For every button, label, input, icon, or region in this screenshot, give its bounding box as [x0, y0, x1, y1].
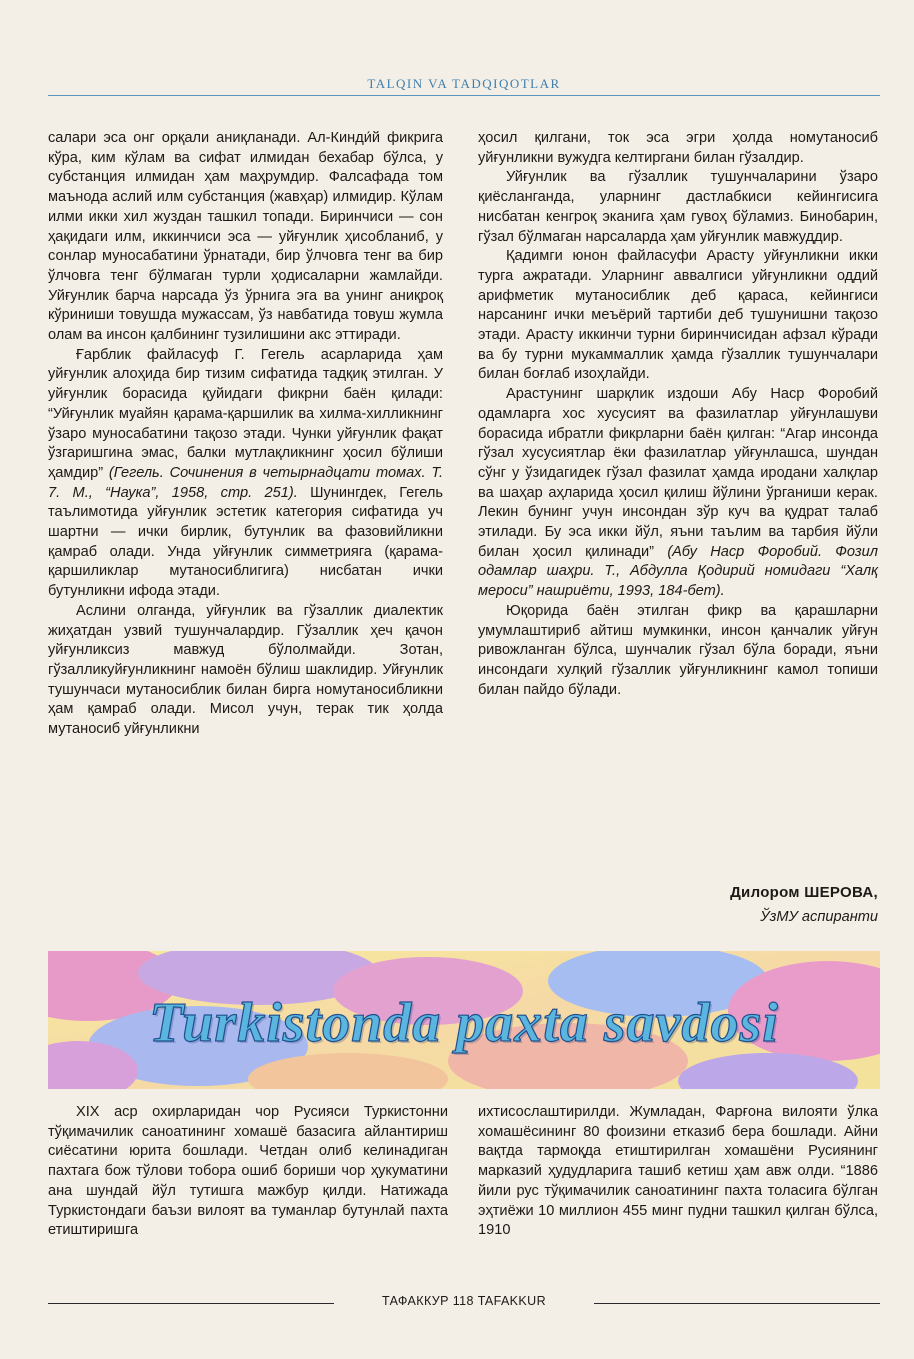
- author-name: Дилором ШЕРОВА,: [730, 884, 878, 901]
- citation: (Абу Наср Форобий. Фозил одамлар шаҳри. Т., Абдулла Қодирий номидаги “Халқ мероси” нашриёти, 1993, 184-бет).: [478, 543, 878, 600]
- paragraph-text: Аслини олганда, уйғунлик ва гўзаллик диалектик жиҳатдан узвий тушунчалардир. Гўзаллик ҳеч қачон уйғунликсиз мавжуд бўлолмайди. Зотан, гўзалликуйғунликнинг намоён бўлиш шаклидир. Уйғунлик тушунчаси мутаносиблик билан бирга номутаносибликни ҳам қамраб олади. Мисол учун, терак тик ҳолда мутаносиб уйғунликни: [48, 602, 443, 738]
- article2-column-right: [478, 1103, 878, 1241]
- paragraph: [48, 602, 443, 740]
- article1-column-left: [48, 129, 443, 740]
- article2-title: Turkistonda paxta savdosi: [149, 992, 779, 1054]
- header-rule: [48, 95, 880, 96]
- paragraph-text: Уйғунлик ва гўзаллик тушунчаларини ўзаро қиёсланганда, уларнинг дастлабкиси кейингисига нисбатан кенгроқ эканига ҳам гувоҳ бўламиз. Бинобарин, гўзал бўлмаган нарсаларда ҳам уйғунлик мавжуддир.: [478, 169, 878, 245]
- paragraph: [48, 346, 443, 602]
- paragraph: [478, 602, 878, 701]
- running-head: TALQIN VA TADQIQOTLAR: [367, 76, 561, 91]
- paragraph-text: Арастунинг шарқлик издоши Абу Наср Форобий одамларга хос хусусият ва фазилатлар уйғунлашуви борасида ибратли фикрларни баён қилган: “Агар инсонда гўзал хусусиятлар ёки фазилатлар уйғунлашса, шундан сўнг у ўзидагидек гўзал фазилат ҳамда иродани халқлар ва шаҳар аҳларида ҳосил қилиш йўлини ўрганиши керак. Лекин бунинг учун инсондан зўр куч ва қудрат талаб этилади. Бу эса икки йўл, яъни таълим ва тарбия йўли билан ҳосил қилинади”: [478, 386, 878, 560]
- page-folio: ТАФАККУР 118 TAFAKKUR: [381, 1294, 547, 1308]
- paragraph-text: Шунингдек, Гегель таълимотида уйғунлик эстетик категория сифатида уч шартни — ички бирлик, бутунлик ва фазовийликни қамраб олади. Унда уйғунлик симметрияга (қарама-қаршиликлар мутаносиблигига) нисбатан ички бутунликни ифода этади.: [48, 484, 443, 600]
- article1-column-right: [478, 129, 878, 700]
- paragraph-text: Ғарблик файласуф Г. Гегель асарларида ҳам уйғунлик алоҳида бир тизим сифатида тадқиқ этилган. У уйғунлик борасида қуйидаги фикрни баён қилади: “Уйғунлик муайян қарама-қаршилик ва хилма-хилликнинг ўзаро муносабатини тақозо этади. Чунки уйғунлик фақат ўзгаришгина эмас, балки мутлақликнинг ҳосил бўлиши ҳамдир”: [48, 346, 443, 481]
- paragraph-text: ҳосил қилгани, ток эса эгри ҳолда номутаносиб уйғунликни вужудга келтиргани билан гўзалдир.: [478, 130, 878, 166]
- footer-rule-left: [48, 1303, 334, 1304]
- paragraph-text: Юқорида баён этилган фикр ва қарашларни умумлаштириб айтиш мумкинки, инсон қанчалик уйғун ривожланган бўлса, шунчалик гўзал бўла боради, яъни инсондаги хулқий гўзаллик уйғунликнинг камол топиши билан пайдо бўлади.: [478, 602, 878, 698]
- paragraph-text: ихтисослаштирилди. Жумладан, Фарғона вилояти ўлка хомашёсининг 80 фоизини етказиб бера бошлади. Айни вақтда тармоқда етиштирилган хомашёни Русиянинг марказий ҳудудларига ташиб кетиш ҳам авж олди. “1886 йили рус тўқимачилик саноатининг пахта толасига бўлган эҳтиёжи 10 миллион 455 минг пудни ташкил қилган бўлса, 1910: [478, 1104, 878, 1239]
- article-title-banner: [48, 951, 880, 1089]
- paragraph: [478, 247, 878, 385]
- footer-rule-right: [594, 1303, 880, 1304]
- article2-column-left: [48, 1103, 448, 1241]
- paragraph: [478, 129, 878, 168]
- page-footer: [48, 1294, 880, 1314]
- paragraph-text: XIX аср охирларидан чор Русияси Туркистонни тўқимачилик саноатининг хомашё базасига айлантириш сиёсатини юрита бошлади. Четдан олиб келинадиган пахтага бож тўлови тобора ошиб бориши чор ҳукуматини ана шундай йўл тутишга мажбур қилди. Натижада Туркистондаги баъзи вилоят ва туманлар бутунлай пахта етиштиришга: [48, 1104, 448, 1239]
- author-title: ЎзМУ аспиранти: [760, 909, 878, 925]
- paragraph-text: салари эса онг орқали аниқланади. Ал-Кинди́й фикрига кўра, ким кўлам ва сифат илмидан бехабар бўлса, у субстанция илмидан ҳам маҳрумдир. Фалсафада том маънода аслий илм субстанция (жавҳар) илмидир. Кўлам илми икки хил жуздан ташкил топади. Биринчиси — сон ҳақидаги илм, иккинчиси эса — уйғунлик ҳисобланиб, у сонлар муносабатини ўрнатади, бир ўлчовга тенг ва бир ўлчовга тенг бўлмаган турли ҳодисаларни жамлайди. Уйғунлик барча нарсада ўз ўрнига эга ва унинг аниқроқ кўриниши товушда мужассам, ўз навбатида товуш жумла олам ва инсон қалбининг тузилишини акс эттиради.: [48, 130, 443, 344]
- paragraph: [478, 168, 878, 247]
- paragraph: [478, 1103, 878, 1241]
- paragraph-text: Қадимги юнон файласуфи Арасту уйғунликни икки турга ажратади. Уларнинг аввалгиси уйғунликни оддий арифметик мутаносиблик деб қараса, кейингиси нарсанинг ички меъёрий тартиби деб тушунишни тақозо этади. Арасту иккинчи турни биринчисидан афзал кўради ва бу турни мукаммаллик ҳамда гўзаллик тушунчалари билан боғлаб изоҳлайди.: [478, 248, 878, 383]
- citation: (Гегель. Сочинения в четырнадцати томах. Т. 7. М., “Наука”, 1958, стр. 251).: [48, 464, 443, 501]
- paragraph: [48, 129, 443, 346]
- paragraph: [478, 385, 878, 602]
- paragraph: [48, 1103, 448, 1241]
